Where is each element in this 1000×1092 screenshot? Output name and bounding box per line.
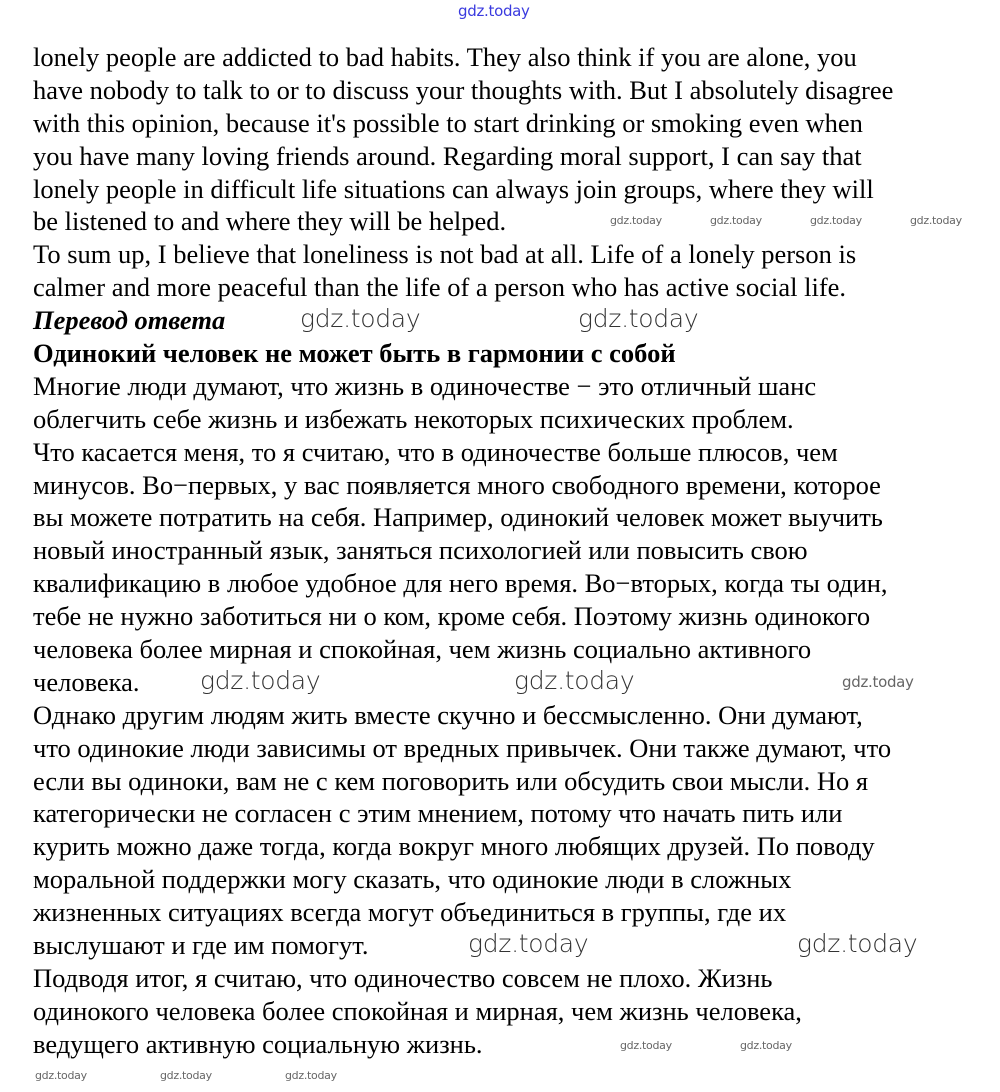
text-line: облегчить себе жизнь и избежать некоторых психических проблем.: [33, 403, 794, 434]
text-line: Подводя итог, я считаю, что одиночество совсем не плохо. Жизнь: [33, 962, 773, 993]
text-line: To sum up, I believe that loneliness is not bad at all. Life of a lonely person is: [33, 239, 857, 270]
text-line: новый иностранный язык, заняться психологией или повысить свою: [33, 535, 808, 566]
watermark: gdz.today: [842, 673, 914, 691]
text-line: Однако другим людям жить вместе скучно и бессмысленно. Они думают,: [33, 699, 863, 730]
watermark: gdz.today: [910, 214, 962, 227]
text-line: квалификацию в любое удобное для него время. Во−вторых, когда ты один,: [33, 568, 888, 599]
text-line: with this opinion, because it's possible to start drinking or smoking even when: [33, 107, 863, 138]
watermark: gdz.today: [35, 1069, 87, 1082]
text-line: Что касается меня, то я считаю, что в одиночестве больше плюсов, чем: [33, 436, 838, 467]
watermark: gdz.today: [160, 1069, 212, 1082]
text-line: категорически не согласен с этим мнением, потому что начать пить или: [33, 798, 843, 829]
watermark: gdz.today: [458, 2, 530, 20]
watermark: gdz.today: [797, 929, 918, 958]
text-line: минусов. Во−первых, у вас появляется много свободного времени, которое: [33, 469, 881, 500]
text-line: lonely people in difficult life situations can always join groups, where they will: [33, 173, 874, 204]
watermark: gdz.today: [285, 1069, 337, 1082]
text-line: ведущего активную социальную жизнь.: [33, 1028, 483, 1059]
watermark: gdz.today: [468, 929, 589, 958]
watermark: gdz.today: [740, 1039, 792, 1052]
translation-label: Перевод ответа: [33, 305, 226, 336]
text-line: вы можете потратить на себя. Например, одинокий человек может выучить: [33, 502, 883, 533]
watermark: gdz.today: [710, 214, 762, 227]
text-line: calmer and more peaceful than the life of a person who has active social life.: [33, 272, 847, 303]
text-line: выслушают и где им помогут.: [33, 930, 369, 961]
text-line: одинокого человека более спокойная и мирная, чем жизнь человека,: [33, 995, 802, 1026]
watermark: gdz.today: [300, 304, 421, 333]
text-line: be listened to and where they will be helped.: [33, 206, 507, 237]
text-line: человека более мирная и спокойная, чем жизнь социально активного: [33, 634, 812, 665]
watermark: gdz.today: [514, 666, 635, 695]
watermark: gdz.today: [200, 666, 321, 695]
watermark: gdz.today: [578, 304, 699, 333]
text-line: жизненных ситуациях всегда могут объединиться в группы, где их: [33, 897, 787, 928]
watermark: gdz.today: [620, 1039, 672, 1052]
translation-title: Одинокий человек не может быть в гармонии с собой: [33, 338, 676, 369]
watermark: gdz.today: [810, 214, 862, 227]
text-line: lonely people are addicted to bad habits. They also think if you are alone, you: [33, 42, 857, 72]
text-line: тебе не нужно заботиться ни о ком, кроме себя. Поэтому жизнь одинокого: [33, 601, 871, 632]
text-line: человека.: [33, 666, 140, 697]
watermark: gdz.today: [610, 214, 662, 227]
text-line: моральной поддержки могу сказать, что одинокие люди в сложных: [33, 864, 792, 895]
text-line: Многие люди думают, что жизнь в одиночестве − это отличный шанс: [33, 370, 817, 401]
text-line: have nobody to talk to or to discuss your thoughts with. But I absolutely disagree: [33, 74, 894, 105]
text-line: если вы одиноки, вам не с кем поговорить или обсудить свои мысли. Но я: [33, 765, 869, 796]
document-body: [33, 41, 998, 1061]
text-line: you have many loving friends around. Regarding moral support, I can say that: [33, 140, 862, 171]
text-line: что одинокие люди зависимы от вредных привычек. Они также думают, что: [33, 732, 892, 763]
text-line: курить можно даже тогда, когда вокруг много любящих друзей. По поводу: [33, 831, 875, 862]
